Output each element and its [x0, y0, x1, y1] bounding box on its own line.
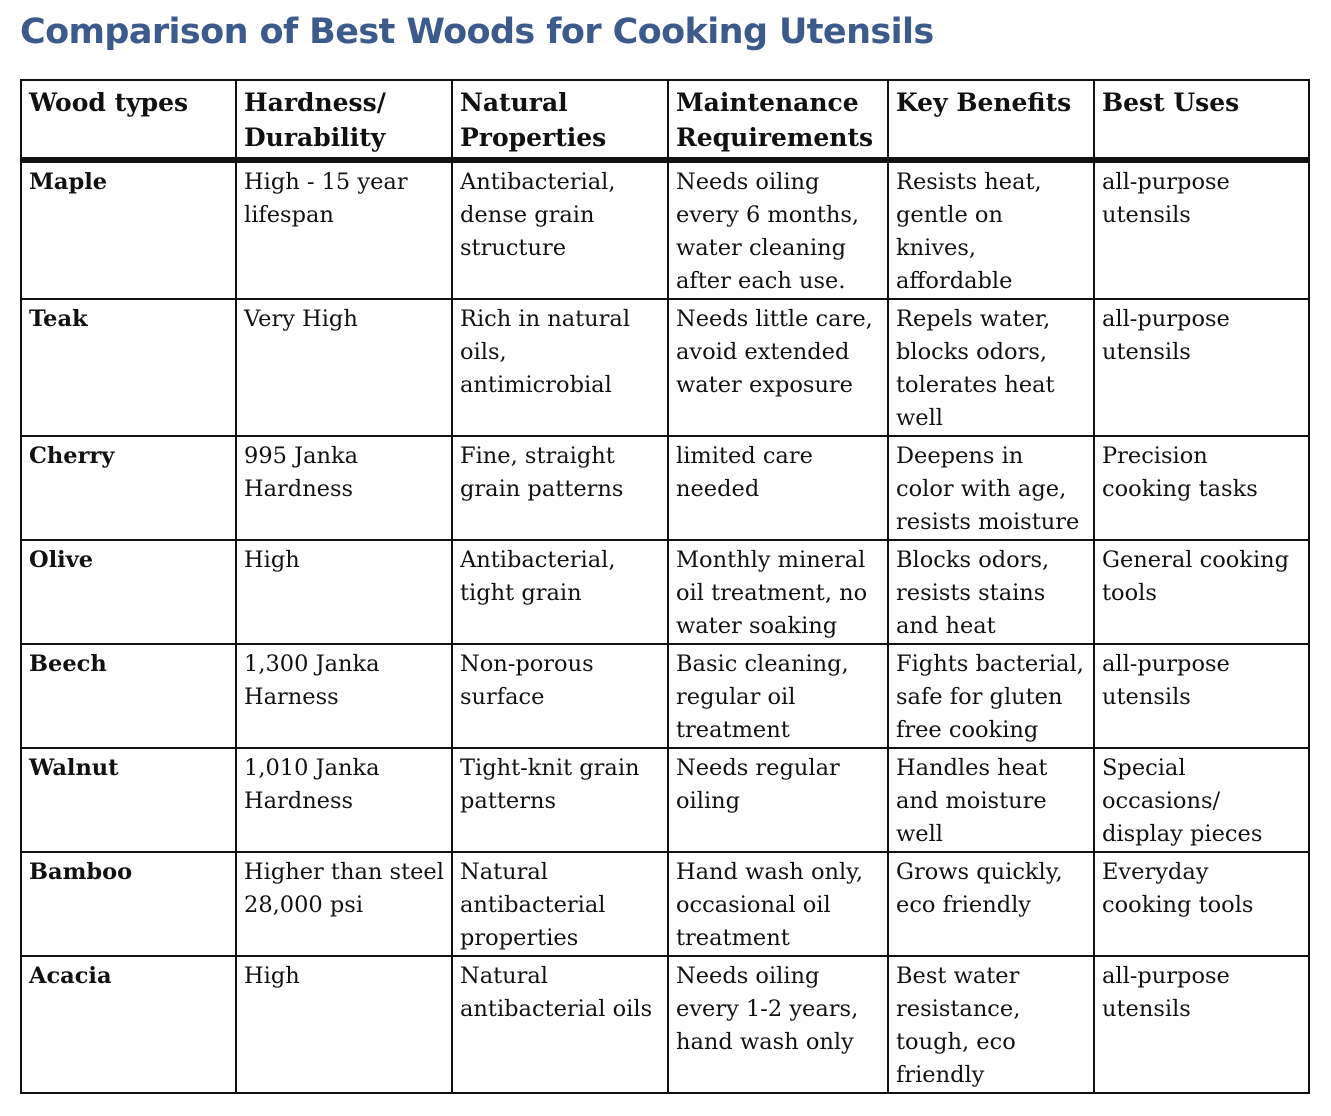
- column-header-best-uses: Best Uses: [1094, 80, 1309, 160]
- column-header-natural-properties: Natural Properties: [452, 80, 668, 160]
- cell-natural-properties: Antibacterial, tight grain: [452, 540, 668, 644]
- column-header-key-benefits: Key Benefits: [888, 80, 1094, 160]
- cell-natural-properties: Natural antibacterial oils: [452, 956, 668, 1093]
- table-row: [21, 748, 1309, 852]
- page-title: Comparison of Best Woods for Cooking Utensils: [20, 12, 934, 52]
- cell-maintenance: Monthly mineral oil treatment, no water soaking: [668, 540, 888, 644]
- cell-key-benefits: Deepens in color with age, resists moisture: [888, 436, 1094, 540]
- table-row: [21, 436, 1309, 540]
- cell-wood-type: Walnut: [21, 748, 236, 852]
- cell-maintenance: Needs oiling every 1-2 years, hand wash only: [668, 956, 888, 1093]
- cell-key-benefits: Best water resistance, tough, eco friendly: [888, 956, 1094, 1093]
- cell-maintenance: Hand wash only, occasional oil treatment: [668, 852, 888, 956]
- cell-hardness: Very High: [236, 299, 452, 436]
- cell-best-uses: all-purpose utensils: [1094, 299, 1309, 436]
- table-row: [21, 160, 1309, 299]
- cell-key-benefits: Handles heat and moisture well: [888, 748, 1094, 852]
- table-header-row: [21, 80, 1309, 160]
- cell-hardness: High - 15 year lifespan: [236, 160, 452, 299]
- cell-best-uses: Precision cooking tasks: [1094, 436, 1309, 540]
- column-header-maintenance: Maintenance Requirements: [668, 80, 888, 160]
- cell-natural-properties: Rich in natural oils, antimicrobial: [452, 299, 668, 436]
- cell-wood-type: Beech: [21, 644, 236, 748]
- table-row: [21, 299, 1309, 436]
- cell-wood-type: Acacia: [21, 956, 236, 1093]
- cell-best-uses: all-purpose utensils: [1094, 160, 1309, 299]
- cell-maintenance: Needs regular oiling: [668, 748, 888, 852]
- cell-wood-type: Bamboo: [21, 852, 236, 956]
- cell-natural-properties: Natural antibacterial properties: [452, 852, 668, 956]
- cell-best-uses: all-purpose utensils: [1094, 644, 1309, 748]
- cell-natural-properties: Fine, straight grain patterns: [452, 436, 668, 540]
- cell-best-uses: all-purpose utensils: [1094, 956, 1309, 1093]
- cell-best-uses: Special occasions/ display pieces: [1094, 748, 1309, 852]
- cell-wood-type: Olive: [21, 540, 236, 644]
- cell-hardness: Higher than steel 28,000 psi: [236, 852, 452, 956]
- cell-hardness: 995 Janka Hardness: [236, 436, 452, 540]
- cell-wood-type: Teak: [21, 299, 236, 436]
- table-row: [21, 852, 1309, 956]
- cell-key-benefits: Blocks odors, resists stains and heat: [888, 540, 1094, 644]
- cell-key-benefits: Fights bacterial, safe for gluten free cooking: [888, 644, 1094, 748]
- cell-natural-properties: Tight-knit grain patterns: [452, 748, 668, 852]
- cell-wood-type: Maple: [21, 160, 236, 299]
- cell-hardness: High: [236, 540, 452, 644]
- cell-maintenance: Needs little care, avoid extended water exposure: [668, 299, 888, 436]
- cell-hardness: High: [236, 956, 452, 1093]
- cell-key-benefits: Resists heat, gentle on knives, affordable: [888, 160, 1094, 299]
- cell-hardness: 1,300 Janka Harness: [236, 644, 452, 748]
- column-header-hardness: Hardness/ Durability: [236, 80, 452, 160]
- cell-best-uses: General cooking tools: [1094, 540, 1309, 644]
- cell-natural-properties: Non-porous surface: [452, 644, 668, 748]
- table-row: [21, 956, 1309, 1093]
- cell-key-benefits: Grows quickly, eco friendly: [888, 852, 1094, 956]
- column-header-wood-types: Wood types: [21, 80, 236, 160]
- wood-comparison-table: [20, 79, 1310, 1094]
- cell-wood-type: Cherry: [21, 436, 236, 540]
- cell-key-benefits: Repels water, blocks odors, tolerates heat well: [888, 299, 1094, 436]
- cell-maintenance: Basic cleaning, regular oil treatment: [668, 644, 888, 748]
- cell-maintenance: limited care needed: [668, 436, 888, 540]
- cell-natural-properties: Antibacterial, dense grain structure: [452, 160, 668, 299]
- table-row: [21, 540, 1309, 644]
- cell-hardness: 1,010 Janka Hardness: [236, 748, 452, 852]
- cell-maintenance: Needs oiling every 6 months, water cleaning after each use.: [668, 160, 888, 299]
- cell-best-uses: Everyday cooking tools: [1094, 852, 1309, 956]
- table-row: [21, 644, 1309, 748]
